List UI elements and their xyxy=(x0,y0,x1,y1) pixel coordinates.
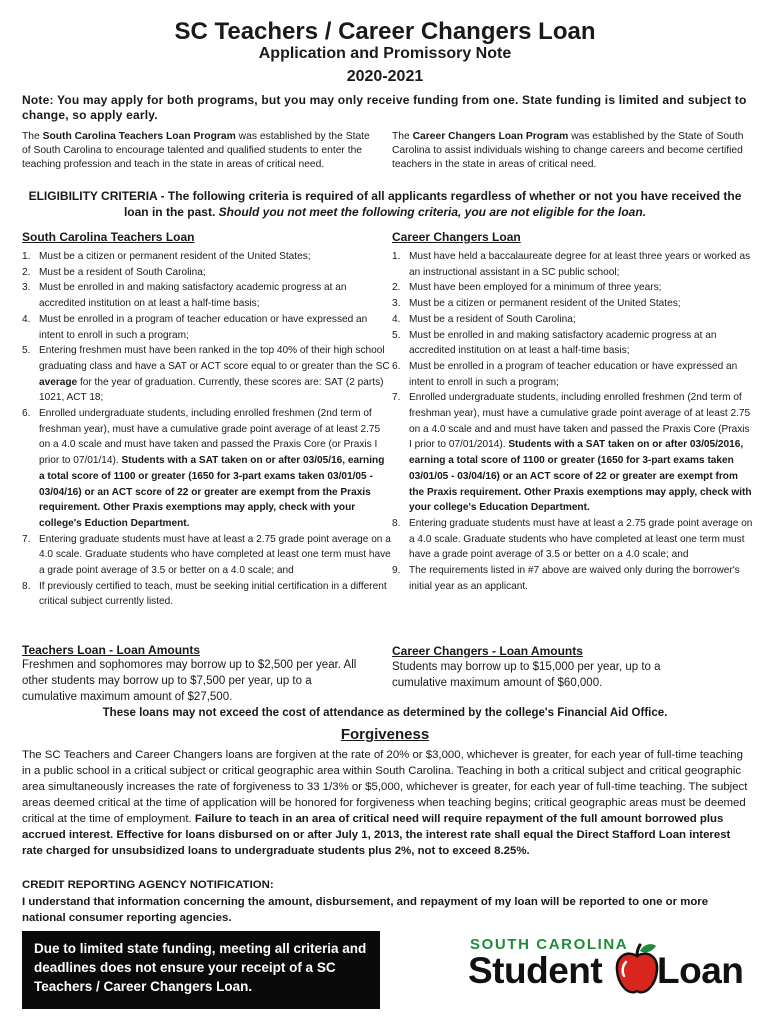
intro-text: The xyxy=(392,131,413,142)
list-item: 8. If previously certified to teach, must be seeking initial certification in a different critical subject currently listed. xyxy=(22,580,387,608)
page-subtitle: Application and Promissory Note xyxy=(258,45,512,62)
career-program-intro xyxy=(392,130,752,172)
list-item: 5. Must be enrolled in and making satisfactory academic progress at an accredited institution on at least a half-time basis; xyxy=(392,329,717,357)
credit-reporting-heading: CREDIT REPORTING AGENCY NOTIFICATION: xyxy=(22,879,274,891)
list-item: 8. Entering graduate students must have at least a 2.75 grade point average on a 4.0 scale. Graduate students who have completed at least one term must have a grade point average of 3.5 or better on a 4.0 scale; and xyxy=(392,517,753,561)
teachers-loan-heading: South Carolina Teachers Loan xyxy=(22,230,195,244)
logo-student-text: Student xyxy=(468,950,603,991)
criterion-text: Must be a citizen or permanent resident of the United States; xyxy=(409,298,681,310)
funding-notice-box xyxy=(22,931,380,1009)
list-item: 4. Must be a resident of South Carolina; xyxy=(392,313,576,325)
program-name: Career Changers Loan Program xyxy=(412,131,569,142)
criterion-text: Entering freshmen must have been ranked in the top 40% of their high school graduating class and have a SAT or ACT score equal to or greater than the SC xyxy=(39,345,390,372)
criterion-text: Must have held a baccalaureate degree for at least three years or worked as an instructional assistant in a SC public school; xyxy=(409,251,751,278)
list-item: 7. Enrolled undergraduate students, including enrolled freshmen (2nd term of freshman year), must have a cumulative grade point average of at least 2.75 on a 4.0 scale and and must have taken and passed the Praxis Core (Praxis I prior to 07/01/2014). Students with a SAT taken on or after 03/05/2016, earning a total score of 1100 or greater (1650 for 3-part exams taken 03/01/05 - 03/04/16) or an ACT score of 22 or greater are exempt from the Praxis requirement. Other Praxis exemptions may apply, check with your college's Education Department. xyxy=(392,392,752,514)
apple-icon xyxy=(613,942,661,996)
criterion-text: Enrolled undergraduate students, including enrolled freshmen (2nd term of freshman year), must have a cumulative grade point average of at least 2.75 on a 4.0 scale and must have taken and passed the Praxis Core (or Praxis I prior to 07/01/14). xyxy=(39,408,381,467)
logo-state-text: SOUTH CAROLINA xyxy=(470,936,629,953)
intro-text: was established by the State of South Carolina to assist individuals wishing to change careers and become certified teachers in the state in areas of critical need. xyxy=(392,131,744,170)
criterion-emphasis: Students with a SAT taken on or after 03/05/16, earning a total score of 1100 or greater (1650 for 3-part exams taken 03/01/05 - 03/04/16) or an ACT score of 22 or greater are exempt from the Praxis requirement. Other Praxis exemptions may apply, check with your college's Eduction Department. xyxy=(39,455,385,529)
funding-notice-text: Due to limited state funding, meeting all criteria and deadlines does not ensure your receipt of a SC Teachers / Career Changers Loan. xyxy=(34,941,367,994)
cost-limit-notice: These loans may not exceed the cost of attendance as determined by the college's Financial Aid Office. xyxy=(102,707,668,719)
eligibility-text: ELIGIBILITY CRITERIA - The following criteria is required of all applicants regardless of whether or not you have received the loan in the past. xyxy=(28,189,742,219)
forgiveness-heading: Forgiveness xyxy=(340,726,430,743)
list-item: 3. Must be enrolled in and making satisfactory academic progress at an accredited institution on at least a half-time basis; xyxy=(22,282,347,310)
list-item: 3. Must be a citizen or permanent resident of the United States; xyxy=(392,298,681,310)
criterion-text: for the year of graduation. Currently, these scores are: SAT (2 parts) 1021, ACT 18; xyxy=(39,376,384,404)
teachers-amounts-heading: Teachers Loan - Loan Amounts xyxy=(22,643,201,657)
criterion-text: The requirements listed in #7 above are waived only during the borrower's initial year as an applicant. xyxy=(409,565,740,592)
criterion-text: Entering graduate students must have at least a 2.75 grade point average on a 4.0 scale. Graduate students who have completed at least one term must have a grade point average of 3.5 or better on a 4.0 scale; and xyxy=(409,517,753,561)
list-item: 2. Must be a resident of South Carolina; xyxy=(22,266,206,278)
program-name: South Carolina Teachers Loan Program xyxy=(42,131,236,142)
criterion-text: Must be enrolled in and making satisfactory academic progress at an accredited institution on at least a half-time basis; xyxy=(39,282,347,310)
forgiveness-repayment-terms: Failure to teach in an area of critical need will require repayment of the full amount borrowed plus accrued interest. Effective for loans disbursed on or after July 1, 2013, the interest rate shall equal the Direct Stafford Loan interest rate charged for unsubsidized loans to undergraduate students plus 2%, not to exceed 8.25%. xyxy=(22,813,731,857)
forgiveness-text xyxy=(22,747,750,859)
eligibility-warning: Should you not meet the following criteria, you are not eligible for the loan. xyxy=(218,205,647,219)
criterion-emphasis: Students with a SAT taken on or after 03/05/2016, earning a total score of 1100 or greater (1650 for 3-part exams taken 03/01/05 - 03/04/16) or an ACT score of 22 or greater are exempt from the Praxis requirement. Other Praxis exemptions may apply, check with your college's Education Department. xyxy=(409,439,752,514)
page-title: SC Teachers / Career Changers Loan xyxy=(174,18,596,45)
criterion-text: Must be a resident of South Carolina; xyxy=(39,266,206,278)
eligibility-heading xyxy=(22,188,748,220)
credit-reporting-text: I understand that information concerning the amount, disbursement, and repayment of my loan will be reported to one or more national consumer reporting agencies. xyxy=(22,896,709,924)
sc-student-loan-logo xyxy=(468,936,752,1000)
criterion-text: Must be enrolled in a program of teacher education or have expressed an intent to enroll in such a program; xyxy=(409,360,738,388)
criterion-text: Must be enrolled in a program of teacher education or have expressed an intent to enroll in such a program; xyxy=(39,313,368,341)
teachers-criteria-list xyxy=(22,249,392,610)
intro-text: was established by the State of South Carolina to encourage talented and qualified students to enter the teaching profession and teach in the state in areas of critical need. xyxy=(22,131,370,170)
list-item: 7. Entering graduate students must have at least a 2.75 grade point average on a 4.0 scale. Graduate students who have completed at least one term must have a grade point average of 3.5 or better on a 4.0 scale; and xyxy=(22,533,391,577)
list-item: 6. Must be enrolled in a program of teacher education or have expressed an intent to enroll in such a program; xyxy=(392,360,738,388)
list-item: 1. Must be a citizen or permanent resident of the United States; xyxy=(22,251,311,262)
criterion-emphasis: average xyxy=(39,376,78,388)
criterion-text: Must have been employed for a minimum of three years; xyxy=(409,282,662,294)
list-item: 5. Entering freshmen must have been ranked in the top 40% of their high school graduating class and have a SAT or ACT score equal to or greater than the SC average for the year of graduation. Currently, these scores are: SAT (2 parts) 1021, ACT 18; xyxy=(22,345,390,404)
list-item: 2. Must have been employed for a minimum of three years; xyxy=(392,282,662,294)
criterion-text: Enrolled undergraduate students, including enrolled freshmen (2nd term of freshman year), must have a cumulative grade point average of at least 2.75 on a 4.0 scale and and must have taken and passed the Praxis Core (Praxis I prior to 07/01/2014). xyxy=(409,392,751,451)
career-amounts-heading: Career Changers - Loan Amounts xyxy=(392,644,583,658)
teachers-amounts-text: Freshmen and sophomores may borrow up to $2,500 per year. All other students may borrow up to $7,500 per year, up to a cumulative maximum amount of $27,500. xyxy=(22,659,357,703)
criterion-text: Entering graduate students must have at least a 2.75 grade point average on a 4.0 scale. Graduate students who have completed at least one term must have a grade point average of 3.5 or better on a 4.0 scale; and xyxy=(39,533,391,577)
list-item: 4. Must be enrolled in a program of teacher education or have expressed an intent to enroll in such a program; xyxy=(22,313,368,341)
criterion-text: Must be enrolled in and making satisfactory academic progress at an accredited institution on at least a half-time basis; xyxy=(409,329,717,357)
funding-note: Note: You may apply for both programs, but you may only receive funding from one. State funding is limited and subject to change, so apply early. xyxy=(22,93,747,122)
career-amounts-text: Students may borrow up to $15,000 per year, up to a cumulative maximum amount of $60,000. xyxy=(392,661,661,689)
list-item: 9. The requirements listed in #7 above are waived only during the borrower's initial year as an applicant. xyxy=(392,565,740,592)
logo-loan-text: Loan xyxy=(657,950,744,991)
career-loan-heading: Career Changers Loan xyxy=(392,230,521,244)
criterion-text: Must be a resident of South Carolina; xyxy=(409,313,576,325)
forgiveness-body: The SC Teachers and Career Changers loans are forgiven at the rate of 20% or $3,000, whichever is greater, for each year of full-time teaching in a public school in a critical subject or critical geographic area within South Carolina. Teaching in both a critical subject and critical geographic area simultaneously increases the rate of forgiveness to 33 1/3% or $5,000, whichever is greater, for each year of full-time teaching. The subject areas deemed critical at the time of application will be honored for forgiveness when teaching begins; critical geographic areas must be deemed critical at the time of employment. xyxy=(22,749,748,825)
criterion-text: If previously certified to teach, must be seeking initial certification in a different critical subject currently listed. xyxy=(39,580,387,608)
career-criteria-list xyxy=(392,249,754,594)
teachers-program-intro xyxy=(22,130,372,172)
list-item: 6. Enrolled undergraduate students, including enrolled freshmen (2nd term of freshman year), must have a cumulative grade point average of at least 2.75 on a 4.0 scale and must have taken and passed the Praxis Core (or Praxis I prior to 07/01/14). Students with a SAT taken on or after 03/05/16, earning a total score of 1100 or greater (1650 for 3-part exams taken 03/01/05 - 03/04/16) or an ACT score of 22 or greater are exempt from the Praxis requirement. Other Praxis exemptions may apply, check with your college's Eduction Department. xyxy=(22,408,385,529)
award-year: 2020-2021 xyxy=(346,68,424,85)
criterion-text: Must be a citizen or permanent resident of the United States; xyxy=(39,251,311,262)
intro-text: The xyxy=(22,131,43,142)
list-item: 1. Must have held a baccalaureate degree for at least three years or worked as an instructional assistant in a SC public school; xyxy=(392,251,751,278)
